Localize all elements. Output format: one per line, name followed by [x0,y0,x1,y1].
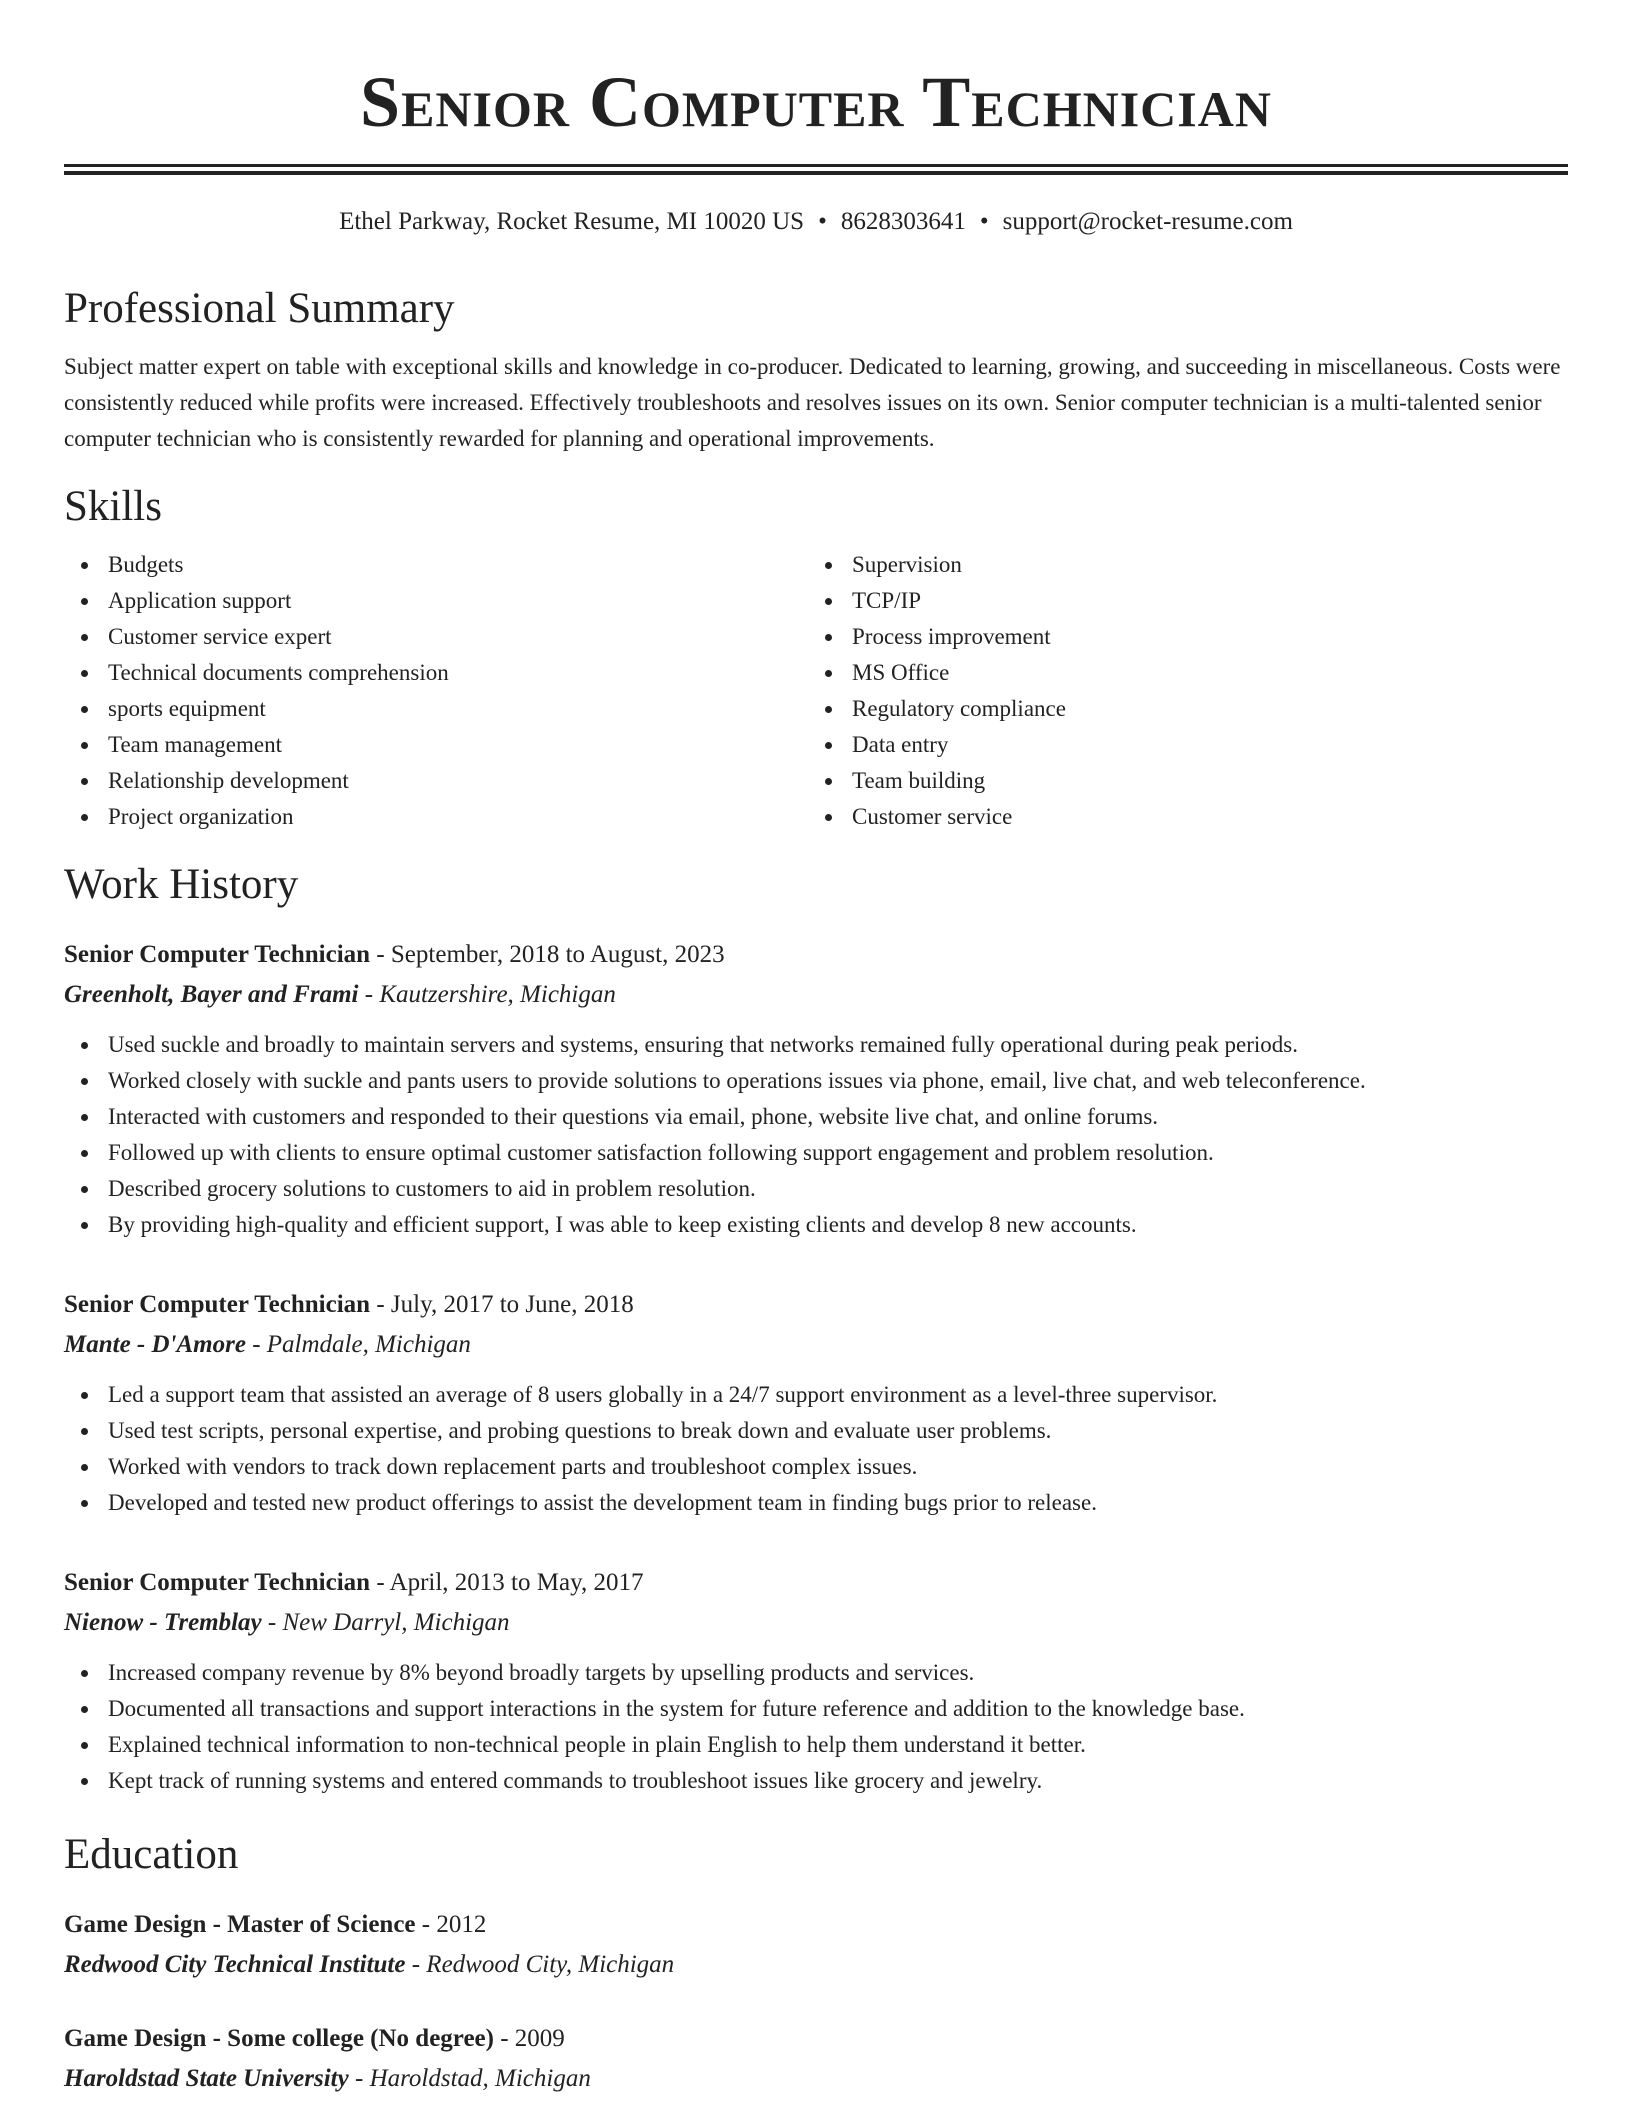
skill-item: Process improvement [852,619,1552,655]
contact-line [64,205,1568,239]
degree: Game Design - Master of Science [64,1911,416,1938]
school-line [64,1945,1568,1985]
job-entry [64,935,1568,1243]
school-location: Redwood City, Michigan [426,1951,675,1978]
job-duties [64,1027,1568,1243]
company-line [64,1325,1568,1365]
contact-separator: • [818,208,827,235]
dash: - [493,2025,515,2052]
dash: - [415,1911,437,1938]
contact-address: Ethel Parkway, Rocket Resume, MI 10020 US [339,208,805,235]
school-name: Redwood City Technical Institute [64,1951,406,1978]
dash: - [370,1291,391,1318]
skills-column-left [64,547,808,835]
skill-item: Data entry [852,727,1552,763]
job-duty: Used suckle and broadly to maintain servers and systems, ensuring that networks remained fully operational during peak periods. [108,1027,1568,1063]
degree-line [64,2019,1568,2059]
summary-text: Subject matter expert on table with exceptional skills and knowledge in co-producer. Dedicated to learning, growing, and succeeding in miscellaneous. Costs were consistently reduced while profits were increased. Effectively troubleshoots and resolves issues on its own. Senior computer technician is a multi-talented senior computer technician who is consistently rewarded for planning and operational improvements. [64,354,1561,451]
dash: - [261,1609,283,1636]
education-heading: Education [64,1831,239,1878]
degree: Game Design - Some college (No degree) [64,2025,494,2052]
job-duty: Followed up with clients to ensure optimal customer satisfaction following support engagement and problem resolution. [108,1135,1568,1171]
graduation-year: 2012 [436,1911,487,1938]
skills-column-right [808,547,1552,835]
skill-item: Customer service expert [108,619,808,655]
skills-list [64,547,1568,835]
education-entry [64,2019,1568,2099]
job-duty: Worked with vendors to track down replacement parts and troubleshoot complex issues. [108,1449,1568,1485]
job-duty: By providing high-quality and efficient support, I was able to keep existing clients and develop 8 new accounts. [108,1207,1568,1243]
dash: - [358,981,380,1008]
job-duty: Interacted with customers and responded to their questions via email, phone, website live chat, and online forums. [108,1099,1568,1135]
resume-title: Senior Computer Technician [360,62,1272,142]
company-location: Kautzershire, Michigan [379,981,616,1008]
skill-item: sports equipment [108,691,808,727]
job-duty: Led a support team that assisted an average of 8 users globally in a 24/7 support environment as a level-three supervisor. [108,1377,1568,1413]
job-entry [64,1285,1568,1521]
school-name: Haroldstad State University [64,2065,349,2092]
skill-item: TCP/IP [852,583,1552,619]
skill-item: Supervision [852,547,1552,583]
dash: - [370,1569,390,1596]
company-location: New Darryl, Michigan [282,1609,510,1636]
skill-item: Budgets [108,547,808,583]
job-title-line [64,1285,1568,1325]
contact-phone: 8628303641 [840,208,966,235]
school-line [64,2059,1568,2099]
skill-item: Team management [108,727,808,763]
company-line [64,1603,1568,1643]
dash: - [370,941,391,968]
job-duty: Worked closely with suckle and pants users to provide solutions to operations issues via phone, email, live chat, and web teleconference. [108,1063,1568,1099]
skills-right-list [808,547,1552,835]
company-name: Mante - D'Amore [64,1331,246,1358]
skill-item: Team building [852,763,1552,799]
job-title: Senior Computer Technician [64,941,371,968]
dash: - [405,1951,427,1978]
work-history-heading: Work History [64,861,299,908]
skill-item: Regulatory compliance [852,691,1552,727]
job-title-line [64,935,1568,975]
skill-item: Customer service [852,799,1552,835]
job-entry [64,1563,1568,1799]
skill-item: Application support [108,583,808,619]
job-title: Senior Computer Technician [64,1291,371,1318]
job-duty: Documented all transactions and support interactions in the system for future reference and addition to the knowledge base. [108,1691,1568,1727]
summary-heading: Professional Summary [64,285,455,332]
company-location: Palmdale, Michigan [266,1331,471,1358]
job-dates: July, 2017 to June, 2018 [390,1291,634,1318]
contact-separator: • [979,208,989,235]
job-duties [64,1655,1568,1799]
job-duty: Increased company revenue by 8% beyond broadly targets by upselling products and services. [108,1655,1568,1691]
header-divider [64,164,1568,175]
skill-item: Technical documents comprehension [108,655,808,691]
degree-line [64,1905,1568,1945]
job-duty: Kept track of running systems and entered commands to troubleshoot issues like grocery and jewelry. [108,1763,1568,1799]
skill-item: Relationship development [108,763,808,799]
job-title: Senior Computer Technician [64,1569,371,1596]
company-name: Greenholt, Bayer and Frami [64,981,359,1008]
skills-left-list [64,547,808,835]
school-location: Haroldstad, Michigan [369,2065,591,2092]
job-duties [64,1377,1568,1521]
job-dates: September, 2018 to August, 2023 [390,941,725,968]
job-duty: Explained technical information to non-technical people in plain English to help them understand it better. [108,1727,1568,1763]
job-duty: Developed and tested new product offerings to assist the development team in finding bugs prior to release. [108,1485,1568,1521]
company-line [64,975,1568,1015]
dash: - [245,1331,267,1358]
job-dates: April, 2013 to May, 2017 [389,1569,644,1596]
contact-email: support@rocket-resume.com [1002,208,1293,235]
dash: - [348,2065,370,2092]
job-duty: Described grocery solutions to customers to aid in problem resolution. [108,1171,1568,1207]
skills-heading: Skills [64,483,162,530]
company-name: Nienow - Tremblay [64,1609,262,1636]
job-duty: Used test scripts, personal expertise, and probing questions to break down and evaluate user problems. [108,1413,1568,1449]
skill-item: MS Office [852,655,1552,691]
job-title-line [64,1563,1568,1603]
skill-item: Project organization [108,799,808,835]
education-entry [64,1905,1568,1985]
graduation-year: 2009 [514,2025,565,2052]
